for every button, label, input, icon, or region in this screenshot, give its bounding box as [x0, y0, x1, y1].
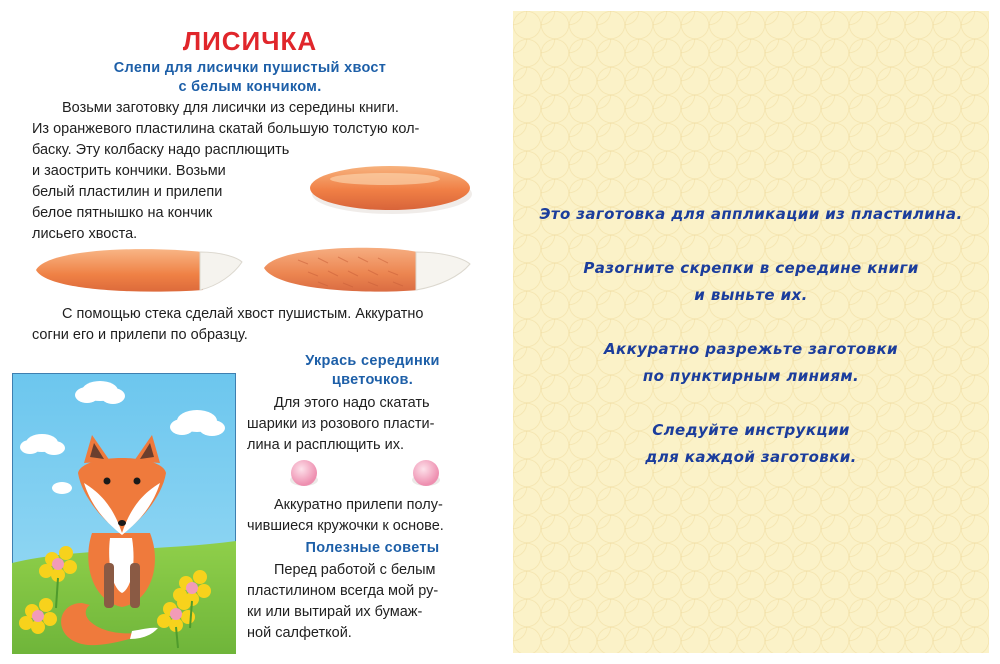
- text-line: Из оранжевого пластилина скатай большую толстую кол-: [32, 121, 420, 137]
- instruction-line: и выньте их.: [694, 286, 808, 304]
- instruction-spacer: [513, 309, 989, 336]
- text-line: Возьми заготовку для лисички из середины книги.: [62, 100, 399, 116]
- text-line: шарики из розового пласти-: [247, 416, 435, 432]
- text-line: Аккуратно прилепи полу-: [274, 497, 443, 513]
- page-title: ЛИСИЧКА: [182, 26, 318, 56]
- text-line: и заострить кончики. Возьми: [32, 163, 226, 179]
- fluffy-tail-image: [258, 240, 478, 300]
- text-line: белый пластилин и прилепи: [32, 184, 223, 200]
- tips-heading: Полезные советы: [305, 540, 440, 556]
- tail-heading-line: Слепи для лисички пушистый хвост: [113, 60, 387, 76]
- text-line: чившиеся кружочки к основе.: [247, 518, 444, 534]
- orange-sausage-image: [300, 158, 480, 220]
- text-line: ной салфеткой.: [247, 625, 352, 641]
- text-line: согни его и прилепи по образцу.: [32, 327, 248, 343]
- text-line: Перед работой с белым: [274, 562, 436, 578]
- instruction-spacer: [513, 390, 989, 417]
- instruction-line: по пунктирным линиям.: [642, 367, 860, 385]
- flat-tail-image: [28, 240, 248, 300]
- right-page: [513, 11, 989, 653]
- text-line: пластилином всегда мой ру-: [247, 583, 439, 599]
- tail-heading: [0, 59, 500, 97]
- text-line: белое пятнышко на кончик: [32, 205, 213, 221]
- text-line: лисьего хвоста.: [32, 226, 138, 242]
- text-line: ки или вытирай их бумаж-: [247, 604, 423, 620]
- text-line: С помощью стека сделай хвост пушистым. Аккуратно: [62, 306, 424, 322]
- pink-ball-image: [284, 456, 324, 492]
- flowers-heading-line: Укрась серединки: [305, 353, 440, 369]
- flowers-heading-line: цветочков.: [331, 372, 414, 388]
- text-line: баску. Эту колбаску надо расплющить: [32, 142, 290, 158]
- pink-flat-ball-image: [406, 456, 446, 492]
- text-line: лина и расплющить их.: [247, 437, 404, 453]
- instruction-line: Следуйте инструкции: [652, 421, 850, 439]
- instruction-line: Разогните скрепки в середине книги: [583, 259, 919, 277]
- tail-heading-line: с белым кончиком.: [178, 79, 322, 95]
- instruction-line: Это заготовка для аппликации из пластилина.: [539, 205, 963, 223]
- fox-craft-picture: [12, 373, 236, 654]
- instruction-spacer: [513, 228, 989, 255]
- instruction-line: Аккуратно разрежьте заготовки: [604, 340, 898, 358]
- flowers-heading: [245, 352, 500, 390]
- instructions-block: [513, 201, 989, 471]
- instruction-line: для каждой заготовки.: [645, 448, 857, 466]
- text-line: Для этого надо скатать: [274, 395, 430, 411]
